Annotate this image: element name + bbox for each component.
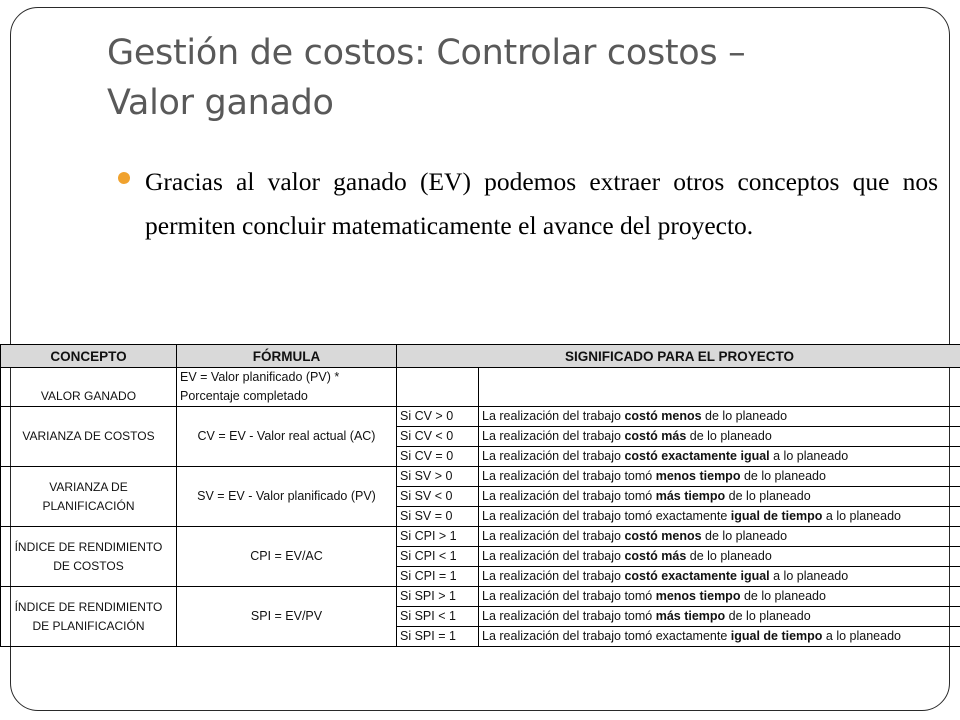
condition-cell: Si SPI = 1 bbox=[397, 627, 479, 647]
condition-cell: Si CPI < 1 bbox=[397, 547, 479, 567]
formula-line-1: EV = Valor planificado (PV) * bbox=[180, 370, 340, 384]
condition-cell: Si CV = 0 bbox=[397, 447, 479, 467]
bullet-text: Gracias al valor ganado (EV) podemos extraer otros conceptos que nos permiten concluir matematicamente el avance del proyecto. bbox=[145, 167, 938, 240]
earned-value-table-wrap bbox=[0, 344, 960, 647]
meaning-cell: La realización del trabajo costó menos de lo planeado bbox=[479, 407, 960, 427]
meaning-cell: La realización del trabajo costó más de lo planeado bbox=[479, 547, 960, 567]
meaning-cell: La realización del trabajo tomó exactamente igual de tiempo a lo planeado bbox=[479, 627, 960, 647]
table-row bbox=[1, 527, 960, 547]
meaning-cell: La realización del trabajo costó exactamente igual a lo planeado bbox=[479, 447, 960, 467]
header-significado: SIGNIFICADO PARA EL PROYECTO bbox=[397, 345, 960, 368]
concept-varianza-planificacion: VARIANZA DE PLANIFICACIÓN bbox=[1, 467, 177, 527]
concept-cpi: ÍNDICE DE RENDIMIENTO DE COSTOS bbox=[1, 527, 177, 587]
meaning-cell: La realización del trabajo tomó más tiempo de lo planeado bbox=[479, 487, 960, 507]
title-line-1: Gestión de costos: Controlar costos – bbox=[107, 33, 746, 73]
bullet-dot-icon bbox=[118, 172, 130, 184]
formula-varianza-costos: CV = EV - Valor real actual (AC) bbox=[177, 407, 397, 467]
condition-cell: Si SV < 0 bbox=[397, 487, 479, 507]
formula-line-2: Porcentaje completado bbox=[180, 389, 308, 403]
meaning-cell: La realización del trabajo costó menos de lo planeado bbox=[479, 527, 960, 547]
header-concepto: CONCEPTO bbox=[1, 345, 177, 368]
concept-valor-ganado: VALOR GANADO bbox=[1, 368, 177, 407]
table-header-row bbox=[1, 345, 960, 368]
concept-spi: ÍNDICE DE RENDIMIENTO DE PLANIFICACIÓN bbox=[1, 587, 177, 647]
earned-value-table bbox=[0, 344, 960, 647]
condition-cell: Si SPI < 1 bbox=[397, 607, 479, 627]
condition-cell: Si CV > 0 bbox=[397, 407, 479, 427]
condition-cell-empty bbox=[397, 368, 479, 407]
condition-cell: Si SPI > 1 bbox=[397, 587, 479, 607]
slide-title bbox=[107, 28, 907, 128]
condition-cell: Si CPI = 1 bbox=[397, 567, 479, 587]
title-line-2: Valor ganado bbox=[107, 83, 334, 123]
header-formula: FÓRMULA bbox=[177, 345, 397, 368]
bullet-item bbox=[118, 160, 938, 248]
table-row bbox=[1, 587, 960, 607]
table-row bbox=[1, 368, 960, 407]
table-row bbox=[1, 467, 960, 487]
condition-cell: Si CPI > 1 bbox=[397, 527, 479, 547]
meaning-cell: La realización del trabajo costó exactamente igual a lo planeado bbox=[479, 567, 960, 587]
meaning-cell: La realización del trabajo costó más de lo planeado bbox=[479, 427, 960, 447]
condition-cell: Si SV > 0 bbox=[397, 467, 479, 487]
condition-cell: Si SV = 0 bbox=[397, 507, 479, 527]
table-row bbox=[1, 407, 960, 427]
meaning-cell: La realización del trabajo tomó menos tiempo de lo planeado bbox=[479, 587, 960, 607]
concept-varianza-costos: VARIANZA DE COSTOS bbox=[1, 407, 177, 467]
formula-valor-ganado bbox=[177, 368, 397, 407]
formula-spi: SPI = EV/PV bbox=[177, 587, 397, 647]
condition-cell: Si CV < 0 bbox=[397, 427, 479, 447]
formula-varianza-planificacion: SV = EV - Valor planificado (PV) bbox=[177, 467, 397, 527]
formula-cpi: CPI = EV/AC bbox=[177, 527, 397, 587]
meaning-cell: La realización del trabajo tomó menos tiempo de lo planeado bbox=[479, 467, 960, 487]
meaning-cell: La realización del trabajo tomó exactamente igual de tiempo a lo planeado bbox=[479, 507, 960, 527]
meaning-cell-empty bbox=[479, 368, 960, 407]
meaning-cell: La realización del trabajo tomó más tiempo de lo planeado bbox=[479, 607, 960, 627]
